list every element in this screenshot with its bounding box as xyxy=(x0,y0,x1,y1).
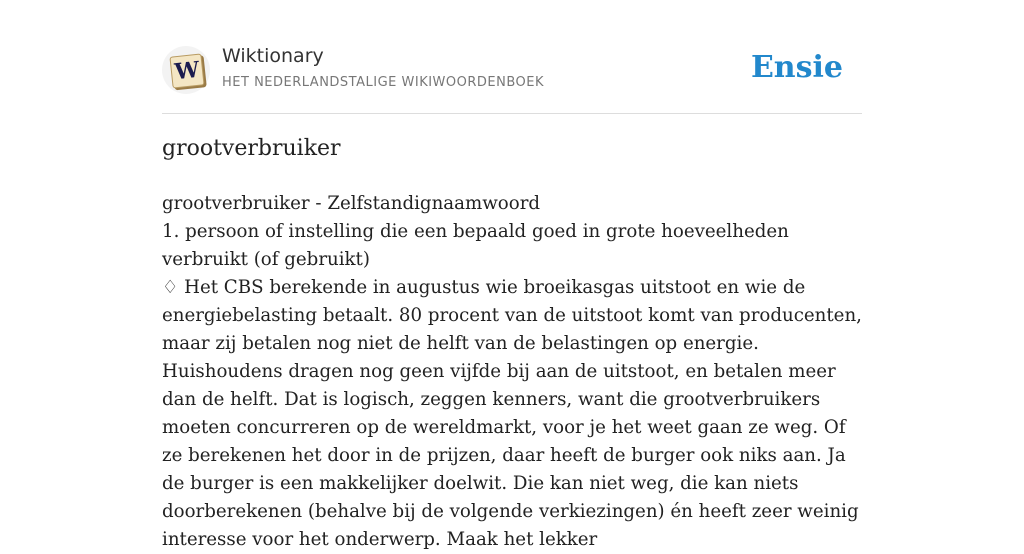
wiktionary-logo-icon[interactable] xyxy=(162,46,210,94)
definition: 1. persoon of instelling die een bepaald goed in grote hoeveelheden verbruikt (of gebruikt) xyxy=(162,221,789,270)
headword-line: grootverbruiker - Zelfstandignaamwoord xyxy=(162,193,541,214)
site-subtitle: HET NEDERLANDSTALIGE WIKIWOORDENBOEK xyxy=(222,75,545,90)
example-quote: ♢ Het CBS berekende in augustus wie broeikasgas uitstoot en wie de energiebelasting betaalt. 80 procent van de uitstoot komt van producenten, maar zij betalen nog niet de helft van de belastingen op energie. Huishoudens dragen nog geen vijfde bij aan de uitstoot, en betalen meer dan de helft. Dat is logisch, zeggen kenners, want die grootverbruikers moeten concurreren op de wereldmarkt, voor je het weet gaan ze weg. Of ze berekenen het door in de prijzen, daar heeft de burger ook niks aan. Ja de burger is een makkelijker doelwit. Die kan niet weg, die kan niets doorberekenen (behalve bij de volgende verkiezingen) én heeft zeer weinig interesse voor het onderwerp. Maak het lekker xyxy=(162,277,862,550)
site-name[interactable]: Wiktionary xyxy=(222,45,324,67)
ensie-brand-logo[interactable]: Ensie xyxy=(750,50,843,85)
page-title: grootverbruiker xyxy=(162,136,341,161)
logo-letter: W xyxy=(169,53,204,88)
entry-body xyxy=(162,190,862,554)
entry-card xyxy=(162,0,862,550)
site-header xyxy=(162,0,862,114)
